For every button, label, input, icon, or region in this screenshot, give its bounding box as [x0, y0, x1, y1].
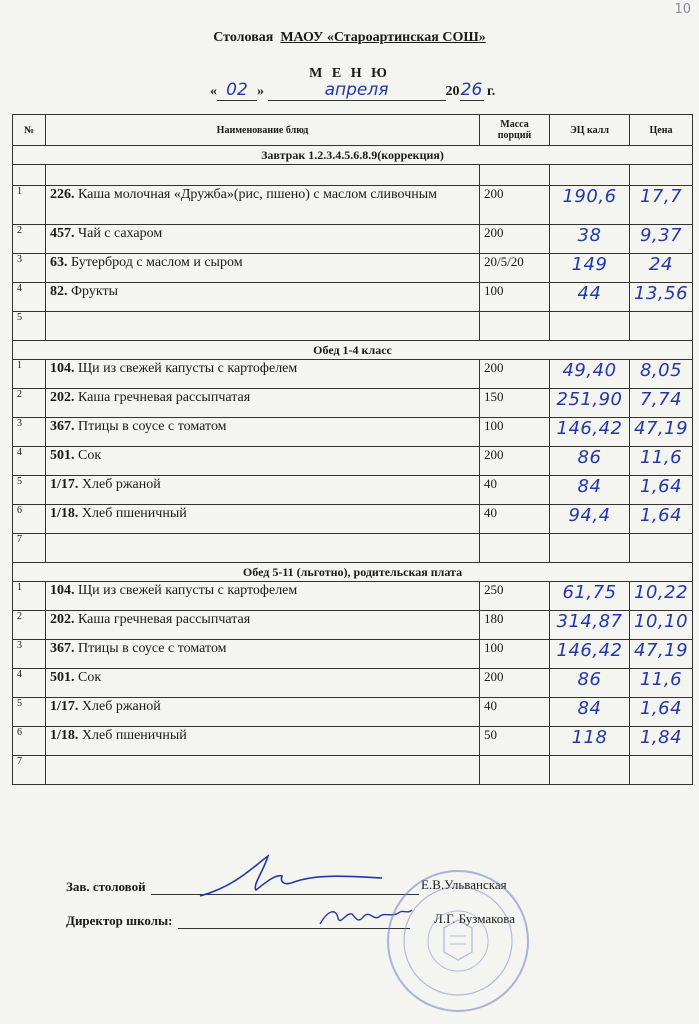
dish-code: 82.	[50, 284, 68, 299]
dish-kcal: 149	[550, 254, 630, 283]
dish-name: Птицы в соусе с томатом	[78, 419, 227, 434]
table-row	[13, 640, 693, 669]
dish-cell	[46, 756, 480, 785]
dish-cell	[46, 534, 480, 563]
dish-mass: 100	[480, 640, 550, 669]
header-price: Цена	[630, 115, 693, 146]
canteen-signature-icon	[196, 852, 386, 902]
dish-price: 47,19	[630, 418, 693, 447]
dish-price: 11,6	[630, 669, 693, 698]
table-row	[13, 225, 693, 254]
dish-cell	[46, 727, 480, 756]
dish-mass: 100	[480, 283, 550, 312]
dish-mass: 200	[480, 669, 550, 698]
menu-body	[13, 146, 693, 785]
dish-kcal: 86	[550, 447, 630, 476]
dish-price: 1,84	[630, 727, 693, 756]
dish-price	[630, 534, 693, 563]
dish-kcal: 49,40	[550, 360, 630, 389]
spacer-cell	[46, 165, 480, 186]
dish-kcal: 146,42	[550, 640, 630, 669]
dish-mass: 100	[480, 418, 550, 447]
school-stamp-icon	[378, 866, 538, 1016]
dish-code: 501.	[50, 670, 75, 685]
table-row	[13, 389, 693, 418]
table-row	[13, 418, 693, 447]
header-kcal: ЭЦ калл	[550, 115, 630, 146]
row-number: 1	[13, 186, 46, 225]
dish-cell	[46, 505, 480, 534]
dish-mass: 40	[480, 505, 550, 534]
dish-code: 104.	[50, 583, 75, 598]
dish-code: 367.	[50, 419, 75, 434]
date-year-suffix: 26	[460, 80, 483, 100]
dish-mass: 250	[480, 582, 550, 611]
canteen-label: Зав. столовой	[66, 879, 146, 894]
dish-price: 13,56	[630, 283, 693, 312]
dish-price: 1,64	[630, 476, 693, 505]
dish-price	[630, 756, 693, 785]
dish-mass: 20/5/20	[480, 254, 550, 283]
dish-price: 1,64	[630, 698, 693, 727]
dish-kcal	[550, 534, 630, 563]
dish-cell	[46, 186, 480, 225]
dish-kcal: 314,87	[550, 611, 630, 640]
section-title: Завтрак 1.2.3.4.5.6.8.9(коррекция)	[13, 146, 693, 165]
dish-kcal	[550, 756, 630, 785]
menu-date	[210, 80, 530, 101]
dish-kcal: 251,90	[550, 389, 630, 418]
table-row	[13, 611, 693, 640]
header-num: №	[13, 115, 46, 146]
dish-kcal: 44	[550, 283, 630, 312]
dish-cell	[46, 698, 480, 727]
row-number: 3	[13, 418, 46, 447]
table-row	[13, 534, 693, 563]
table-row	[13, 283, 693, 312]
table-row	[13, 447, 693, 476]
dish-price: 17,7	[630, 186, 693, 225]
table-row	[13, 505, 693, 534]
spacer-cell	[480, 165, 550, 186]
table-row	[13, 360, 693, 389]
section-header-row	[13, 563, 693, 582]
dish-price: 9,37	[630, 225, 693, 254]
table-row	[13, 727, 693, 756]
dish-code: 1/18.	[50, 506, 79, 521]
table-row	[13, 582, 693, 611]
table-row	[13, 476, 693, 505]
dish-code: 1/18.	[50, 728, 79, 743]
dish-name: Каша гречневая рассыпчатая	[78, 390, 251, 405]
dish-kcal: 118	[550, 727, 630, 756]
section-header-row	[13, 341, 693, 360]
row-number: 7	[13, 534, 46, 563]
spacer-cell	[630, 165, 693, 186]
dish-price: 1,64	[630, 505, 693, 534]
director-label: Директор школы:	[66, 913, 173, 928]
dish-kcal: 61,75	[550, 582, 630, 611]
row-number: 1	[13, 582, 46, 611]
dish-kcal: 38	[550, 225, 630, 254]
dish-price: 10,22	[630, 582, 693, 611]
dish-name: Сок	[78, 448, 102, 463]
date-year-prefix: 20	[445, 84, 460, 99]
dish-cell	[46, 582, 480, 611]
row-number: 5	[13, 698, 46, 727]
header-prefix: Столовая	[213, 30, 274, 45]
page-number: 10	[674, 2, 691, 17]
dish-price: 11,6	[630, 447, 693, 476]
row-number: 3	[13, 254, 46, 283]
dish-mass: 40	[480, 476, 550, 505]
dish-name: Хлеб пшеничный	[81, 728, 187, 743]
date-close-quote: »	[257, 84, 264, 99]
dish-mass: 200	[480, 186, 550, 225]
dish-price: 24	[630, 254, 693, 283]
table-row	[13, 698, 693, 727]
row-number: 6	[13, 727, 46, 756]
dish-name: Фрукты	[71, 284, 119, 299]
date-day: 02	[226, 80, 248, 100]
dish-kcal: 84	[550, 476, 630, 505]
section-title: Обед 1-4 класс	[13, 341, 693, 360]
dish-name: Птицы в соусе с томатом	[78, 641, 227, 656]
dish-code: 501.	[50, 448, 75, 463]
director-name: Л.Г. Бузмакова	[434, 911, 516, 926]
table-row	[13, 669, 693, 698]
menu-table	[12, 114, 693, 785]
dish-code: 1/17.	[50, 477, 79, 492]
row-number: 2	[13, 611, 46, 640]
dish-mass: 200	[480, 225, 550, 254]
row-number: 2	[13, 225, 46, 254]
dish-price: 8,05	[630, 360, 693, 389]
date-year-unit: г.	[487, 84, 496, 99]
dish-mass: 200	[480, 360, 550, 389]
dish-name: Щи из свежей капусты с картофелем	[78, 583, 298, 598]
table-header-row	[13, 115, 693, 146]
dish-code: 367.	[50, 641, 75, 656]
dish-cell	[46, 389, 480, 418]
dish-kcal: 94,4	[550, 505, 630, 534]
dish-price	[630, 312, 693, 341]
dish-cell	[46, 360, 480, 389]
table-row	[13, 756, 693, 785]
dish-mass: 40	[480, 698, 550, 727]
dish-mass	[480, 756, 550, 785]
dish-code: 202.	[50, 390, 75, 405]
row-number: 5	[13, 476, 46, 505]
table-row	[13, 312, 693, 341]
row-number: 6	[13, 505, 46, 534]
dish-code: 226.	[50, 187, 75, 202]
section-header-row	[13, 146, 693, 165]
row-number: 4	[13, 283, 46, 312]
dish-price: 7,74	[630, 389, 693, 418]
dish-kcal: 190,6	[550, 186, 630, 225]
dish-cell	[46, 640, 480, 669]
dish-code: 63.	[50, 255, 68, 270]
dish-mass	[480, 534, 550, 563]
dish-code: 457.	[50, 226, 75, 241]
dish-mass: 150	[480, 389, 550, 418]
table-row	[13, 186, 693, 225]
dish-price: 10,10	[630, 611, 693, 640]
dish-mass: 50	[480, 727, 550, 756]
organization-name: МАОУ «Староартинская СОШ»	[280, 30, 486, 45]
dish-name: Сок	[78, 670, 102, 685]
header-mass: Масса порций	[480, 115, 550, 146]
dish-kcal	[550, 312, 630, 341]
row-number: 1	[13, 360, 46, 389]
dish-kcal: 86	[550, 669, 630, 698]
table-row	[13, 254, 693, 283]
header-name: Наименование блюд	[46, 115, 480, 146]
spacer-row	[13, 165, 693, 186]
header-title	[0, 30, 699, 46]
dish-cell	[46, 669, 480, 698]
dish-cell	[46, 476, 480, 505]
canteen-name: Е.В.Ульванская	[421, 877, 507, 892]
dish-cell	[46, 254, 480, 283]
dish-name: Хлеб пшеничный	[81, 506, 187, 521]
dish-kcal: 84	[550, 698, 630, 727]
dish-name: Каша гречневая рассыпчатая	[78, 612, 251, 627]
dish-kcal: 146,42	[550, 418, 630, 447]
dish-code: 202.	[50, 612, 75, 627]
section-title: Обед 5-11 (льготно), родительская плата	[13, 563, 693, 582]
row-number: 4	[13, 669, 46, 698]
dish-mass	[480, 312, 550, 341]
dish-cell	[46, 418, 480, 447]
spacer-cell	[13, 165, 46, 186]
dish-name: Хлеб ржаной	[81, 699, 161, 714]
dish-cell	[46, 312, 480, 341]
dish-cell	[46, 225, 480, 254]
row-number: 2	[13, 389, 46, 418]
menu-title: М Е Н Ю	[309, 66, 390, 81]
dish-name: Чай с сахаром	[78, 226, 163, 241]
dish-name: Щи из свежей капусты с картофелем	[78, 361, 298, 376]
spacer-cell	[550, 165, 630, 186]
dish-code: 104.	[50, 361, 75, 376]
dish-name: Каша молочная «Дружба»(рис, пшено) с маслом сливочным	[78, 187, 437, 202]
dish-code: 1/17.	[50, 699, 79, 714]
date-open-quote: «	[210, 84, 217, 99]
row-number: 3	[13, 640, 46, 669]
dish-mass: 200	[480, 447, 550, 476]
dish-price: 47,19	[630, 640, 693, 669]
dish-name: Бутерброд с маслом и сыром	[71, 255, 243, 270]
dish-mass: 180	[480, 611, 550, 640]
row-number: 4	[13, 447, 46, 476]
date-month: апреля	[324, 80, 389, 100]
dish-name: Хлеб ржаной	[81, 477, 161, 492]
row-number: 5	[13, 312, 46, 341]
row-number: 7	[13, 756, 46, 785]
dish-cell	[46, 611, 480, 640]
dish-cell	[46, 283, 480, 312]
dish-cell	[46, 447, 480, 476]
